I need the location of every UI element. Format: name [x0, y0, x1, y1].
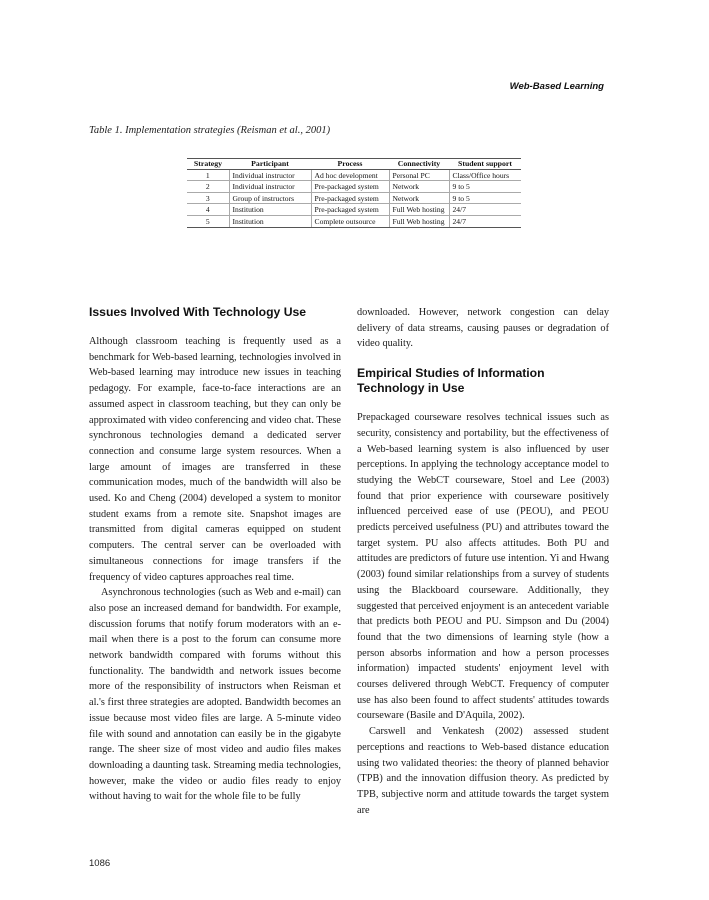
table-row [187, 169, 521, 181]
implementation-strategies-table [187, 158, 521, 228]
column-header: Process [311, 159, 389, 170]
table-cell: Institution [229, 204, 311, 216]
table-cell: Complete outsource [311, 215, 389, 227]
column-header: Connectivity [389, 159, 449, 170]
table-cell: Network [389, 181, 449, 193]
section-heading-empirical-studies: Empirical Studies of Information Technology in Use [357, 366, 545, 396]
table-cell: Pre-packaged system [311, 181, 389, 193]
table-cell: Class/Office hours [449, 169, 521, 181]
table-cell: Network [389, 192, 449, 204]
table-cell: Group of instructors [229, 192, 311, 204]
table-cell: 2 [187, 181, 229, 193]
left-column [89, 305, 341, 805]
table-cell: Personal PC [389, 169, 449, 181]
body-paragraph: downloaded. However, network congestion can delay delivery of data streams, causing pauses or degradation of video quality. [357, 307, 609, 350]
table-cell: 9 to 5 [449, 181, 521, 193]
body-paragraph: Carswell and Venkatesh (2002) assessed student perceptions and reactions to Web-based distance education using two validated theories: the theory of planned behavior (TPB) and the innovation diffusion theory. As predicted by TPB, subjective norm and attitude towards the target system are [357, 726, 609, 816]
table-cell: Full Web hosting [389, 204, 449, 216]
table-cell: Full Web hosting [389, 215, 449, 227]
table-cell: 3 [187, 192, 229, 204]
table-row [187, 204, 521, 216]
table-cell: Ad hoc development [311, 169, 389, 181]
column-header: Participant [229, 159, 311, 170]
table-header-row [187, 159, 521, 170]
running-header: Web-Based Learning [509, 81, 604, 92]
body-paragraph: Asynchronous technologies (such as Web and e-mail) can also pose an increased demand for bandwidth. For example, discussion forums that notify forum moderators with an e-mail when there is a post to the forum can consume more network bandwidth compared with forums without this functionality. The bandwidth and network issues become more of the responsibility of instructors when Reisman et al.'s first three strategies are adopted. Bandwidth becomes an issue because most video files are large. A 5-minute video file with sound and annotation can easily be in the gigabyte range. The sheer size of most video and audio files makes downloading a daunting task. Streaming media technologies, however, make the video or audio files ready to enjoy without having to wait for the whole file to be fully [89, 587, 341, 803]
table-cell: Pre-packaged system [311, 204, 389, 216]
table-row [187, 215, 521, 227]
section-heading-issues: Issues Involved With Technology Use [89, 305, 307, 319]
table-caption: Table 1. Implementation strategies (Reisman et al., 2001) [89, 125, 331, 136]
body-paragraph: Prepackaged courseware resolves technical issues such as security, consistency and portability, but the effectiveness of a Web-based learning system is also influenced by user perceptions. In applying the technology acceptance model to studying the WebCT courseware, Stoel and Lee (2003) found that prior experience with courseware positively influenced perceived ease of use (PEOU), and PEOU predicts perceived usefulness (PU) and attributes toward the target system. PU also affects attitudes. Both PU and attitudes are predictors of future use intention. Yi and Hwang (2003) found similar relationships from a survey of students using the Blackboard courseware. Additionally, they suggested that perceived enjoyment is an antecedent variable that predicts both PEOU and PU. Simpson and Du (2004) found that the two dimensions of learning style (how a person absorbs information and how a person processes information) impacted students' enjoyment level with courses delivered through WebCT. Frequency of computer use has also been found to affect students' attitudes towards courseware (Basile and D'Aquila, 2002). [357, 412, 609, 722]
table-cell: 5 [187, 215, 229, 227]
table-cell: 24/7 [449, 204, 521, 216]
table-cell: 1 [187, 169, 229, 181]
right-column [357, 305, 609, 818]
page-number: 1086 [89, 858, 111, 869]
column-header: Student support [449, 159, 521, 170]
table-cell: 9 to 5 [449, 192, 521, 204]
table-cell: 24/7 [449, 215, 521, 227]
body-paragraph: Although classroom teaching is frequently used as a benchmark for Web-based learning, technologies involved in Web-based learning may introduce new issues in teaching pedagogy. For example, face-to-face interactions are an assumed aspect in classroom teaching, but they can only be approximated with video conferencing and video chat. These synchronous technologies demand a dedicated server connection and consume large system resources. When a large amount of images are transferred in these communication modes, much of the bandwidth will also be used. Ko and Cheng (2004) developed a system to monitor student exams from a remote site. Snapshot images are transmitted from digital cameras equipped on student computers. The central server can be overloaded with simultaneous connections for image transfers if the frequency of video captures approaches real time. [89, 336, 341, 583]
table-cell: Institution [229, 215, 311, 227]
table-cell: Individual instructor [229, 181, 311, 193]
table-cell: Individual instructor [229, 169, 311, 181]
table-row [187, 192, 521, 204]
table-row [187, 181, 521, 193]
table-cell: 4 [187, 204, 229, 216]
column-header: Strategy [187, 159, 229, 170]
table-cell: Pre-packaged system [311, 192, 389, 204]
